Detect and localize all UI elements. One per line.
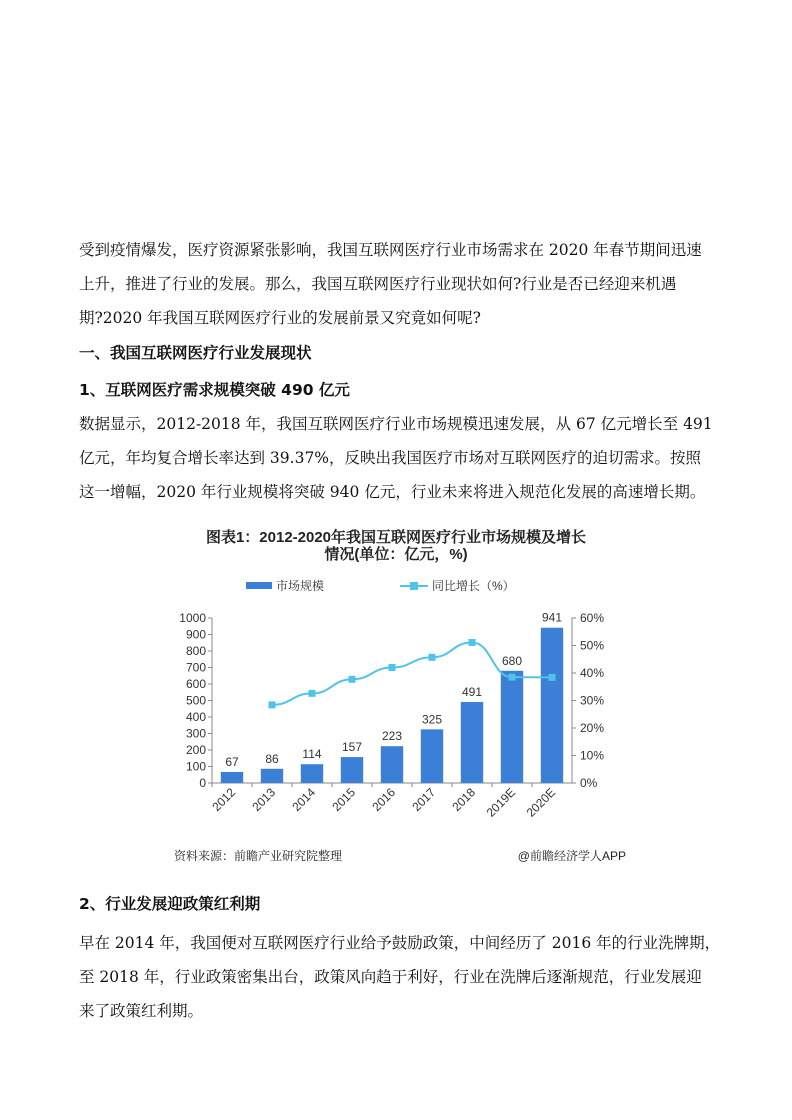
intro-line: 上升，推进了行业的发展。那么，我国互联网医疗行业现状如何?行业是否已经迎来机遇 — [79, 275, 677, 293]
sub2-line: 早在 2014 年，我国便对互联网医疗行业给予鼓励政策，中间经历了 2016 年的行业洗牌期， — [79, 934, 721, 952]
sub2-line: 来了政策红利期。 — [79, 1002, 204, 1020]
intro-line: 受到疫情爆发，医疗资源紧张影响，我国互联网医疗行业市场需求在 2020 年春节期间迅速 — [79, 241, 702, 259]
chart-title: 情况(单位：亿元，%) — [324, 546, 468, 563]
growth-point — [429, 654, 436, 661]
y-tick-label-left: 300 — [185, 726, 206, 741]
y-tick-label-left: 200 — [185, 743, 206, 757]
y-tick-label-right: 20% — [580, 721, 605, 735]
sub2-heading: 2、行业发展迎政策红利期 — [79, 895, 261, 913]
chart-source: 资料来源：前瞻产业研究院整理 — [174, 849, 343, 863]
y-tick-label-right: 30% — [580, 693, 605, 708]
growth-point — [389, 664, 396, 671]
bar — [501, 671, 523, 783]
bar-value-label: 680 — [501, 653, 523, 668]
bar — [221, 772, 243, 783]
x-tick-label: 2015 — [329, 785, 359, 815]
bar — [341, 757, 363, 783]
bar — [421, 729, 443, 783]
sub1-heading: 1、互联网医疗需求规模突破 490 亿元 — [79, 381, 350, 399]
y-tick-label-left: 1000 — [179, 611, 206, 625]
intro-paragraph — [79, 233, 719, 335]
bar-value-label: 114 — [302, 747, 322, 762]
y-tick-label-left: 0 — [199, 776, 206, 790]
y-tick-label-left: 600 — [185, 677, 206, 691]
legend-bar-swatch — [246, 582, 272, 589]
chart-svg — [160, 520, 640, 870]
x-tick-label: 2019E — [483, 785, 519, 820]
bar — [381, 746, 403, 783]
y-tick-label-left: 400 — [185, 710, 206, 724]
chart-title: 图表1：2012-2020年我国互联网医疗行业市场规模及增长 — [205, 529, 587, 546]
bar-value-label: 157 — [341, 740, 363, 755]
y-tick-label-right: 10% — [580, 748, 605, 763]
legend-line-label: 同比增长（%） — [432, 579, 515, 593]
market-size-chart — [160, 520, 640, 870]
bar-value-label: 67 — [225, 754, 239, 769]
bar — [541, 628, 563, 783]
bar — [301, 764, 323, 783]
x-tick-label: 2016 — [369, 785, 399, 815]
y-tick-label-right: 60% — [580, 611, 605, 625]
y-tick-label-left: 800 — [185, 644, 206, 658]
sub1-paragraph — [79, 407, 719, 509]
y-tick-label-right: 0% — [580, 776, 598, 790]
bar-value-label: 941 — [541, 610, 563, 625]
bar-value-label: 325 — [421, 712, 443, 727]
y-tick-label-left: 500 — [185, 693, 206, 708]
growth-point — [269, 701, 276, 708]
sub1-line: 亿元，年均复合增长率达到 39.37%，反映出我国医疗市场对互联网医疗的迫切需求。按照 — [79, 449, 702, 467]
legend-bar-label: 市场规模 — [276, 579, 325, 593]
sub1-line: 数据显示，2012-2018 年，我国互联网医疗行业市场规模迅速发展，从 67 亿元增长至 491 — [79, 415, 713, 433]
bar-value-label: 86 — [265, 751, 279, 766]
sub2-line: 至 2018 年，行业政策密集出台，政策风向趋于利好，行业在洗牌后逐渐规范，行业发展迎 — [79, 968, 702, 986]
x-tick-label: 2017 — [409, 785, 439, 815]
y-tick-label-left: 900 — [185, 627, 206, 642]
sub1-line: 这一增幅，2020 年行业规模将突破 940 亿元，行业未来将进入规范化发展的高速增长期。 — [79, 483, 706, 501]
growth-point — [549, 674, 556, 681]
x-tick-label: 2018 — [449, 785, 479, 815]
sub2-paragraph — [79, 926, 719, 1028]
growth-point — [349, 676, 356, 683]
y-tick-label-right: 40% — [580, 666, 605, 680]
x-tick-label: 2012 — [209, 785, 239, 815]
growth-point — [469, 639, 476, 646]
y-tick-label-left: 700 — [185, 660, 206, 675]
growth-point — [309, 690, 316, 697]
bar-value-label: 491 — [461, 684, 483, 699]
bar — [261, 769, 283, 783]
legend-line-marker — [410, 582, 418, 590]
bar — [461, 702, 483, 783]
intro-line: 期?2020 年我国互联网医疗行业的发展前景又究竟如何呢? — [79, 309, 481, 327]
bar-value-label: 223 — [381, 729, 403, 744]
section1-heading: 一、我国互联网医疗行业发展现状 — [79, 344, 312, 362]
y-tick-label-right: 50% — [580, 638, 605, 653]
chart-credit: @前瞻经济学人APP — [517, 849, 626, 863]
growth-point — [509, 674, 516, 681]
y-tick-label-left: 100 — [185, 759, 206, 774]
x-tick-label: 2014 — [289, 785, 319, 815]
x-tick-label: 2020E — [523, 785, 559, 820]
x-tick-label: 2013 — [249, 785, 279, 815]
